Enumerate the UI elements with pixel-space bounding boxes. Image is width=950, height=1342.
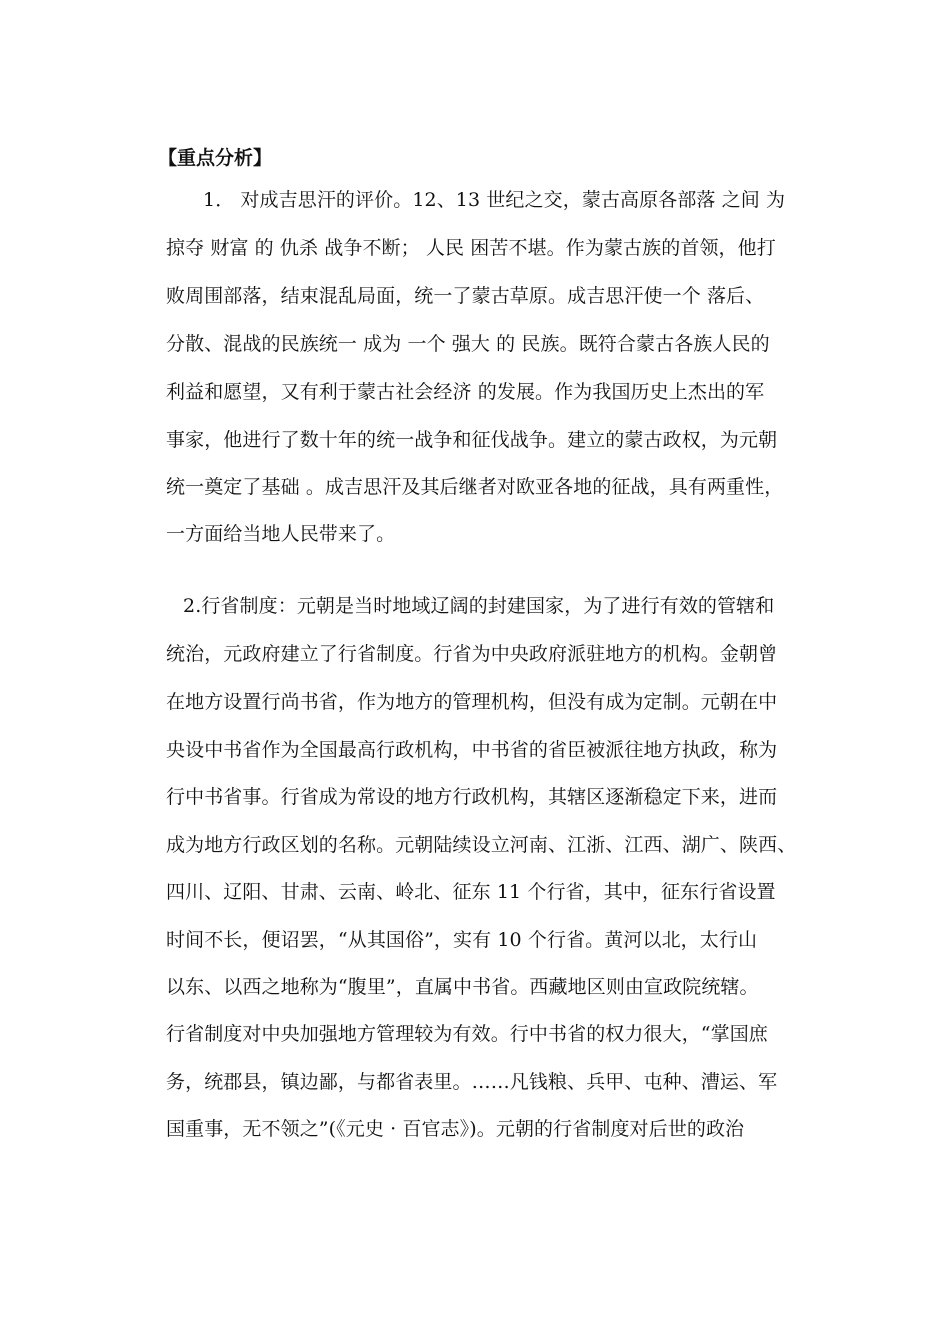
text-line: 利益和愿望，又有利于蒙古社会经济 的发展。作为我国历史上杰出的军 — [166, 381, 765, 403]
text-line: 一方面给当地人民带来了。 — [166, 523, 396, 545]
text-line: 分散、混战的民族统一 成为 一个 强大 的 民族。既符合蒙古各族人民的 — [166, 333, 770, 355]
text-line: 行中书省事。行省成为常设的地方行政机构，其辖区逐渐稳定下来，进而 — [166, 786, 778, 808]
text-line: 在地方设置行尚书省，作为地方的管理机构，但没有成为定制。元朝在中 — [166, 691, 778, 713]
text-line: 1． 对成吉思汗的评价。12、13 世纪之交，蒙古高原各部落 之间 为 — [203, 189, 786, 211]
text-line: 事家，他进行了数十年的统一战争和征伐战争。建立的蒙古政权，为元朝 — [166, 429, 778, 451]
text-line: 以东、以西之地称为“腹里”，直属中书省。西藏地区则由宣政院统辖。 — [166, 976, 759, 998]
text-line: 四川、辽阳、甘肃、云南、岭北、征东 11 个行省，其中，征东行省设置 — [166, 881, 776, 903]
text-line: 央设中书省作为全国最高行政机构，中书省的省臣被派往地方执政，称为 — [166, 739, 778, 761]
text-line: 务，统郡县，镇边鄙，与都省表里。……凡钱粮、兵甲、屯种、漕运、军 — [166, 1071, 778, 1093]
text-line: 行省制度对中央加强地方管理较为有效。行中书省的权力很大，“掌国庶 — [166, 1023, 768, 1045]
text-line: 2.行省制度：元朝是当时地域辽阔的封建国家，为了进行有效的管辖和 — [183, 595, 775, 617]
text-line: 统治，元政府建立了行省制度。行省为中央政府派驻地方的机构。金朝曾 — [166, 643, 778, 665]
text-line: 统一奠定了基础 。成吉思汗及其后继者对欧亚各地的征战，具有两重性， — [166, 476, 784, 498]
text-line: 败周围部落，结束混乱局面，统一了蒙古草原。成吉思汗使一个 落后、 — [166, 285, 765, 307]
text-line: 掠夺 财富 的 仇杀 战争不断； 人民 困苦不堪。作为蒙古族的首领，他打 — [166, 237, 776, 259]
text-line: 时间不长，便诏罢，“从其国俗”，实有 10 个行省。黄河以北，太行山 — [166, 929, 758, 951]
text-line: 国重事，无不领之”(《元史 · 百官志》)。元朝的行省制度对后世的政治 — [166, 1118, 745, 1140]
section-heading: 【重点分析】 — [158, 147, 273, 169]
text-line: 成为地方行政区划的名称。元朝陆续设立河南、江浙、江西、湖广、陕西、 — [166, 834, 797, 856]
